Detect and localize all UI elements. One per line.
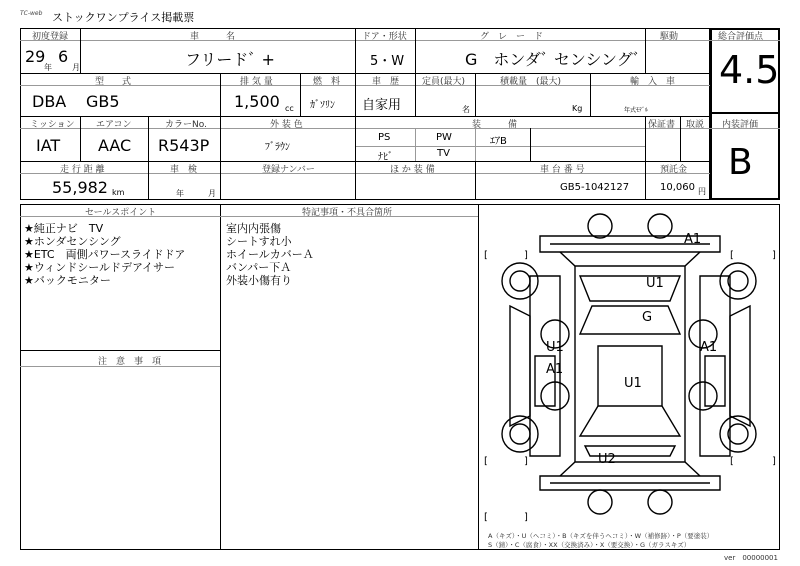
list-item: ★純正ナビ TV <box>24 222 104 235</box>
list-item: 室内内張傷 <box>226 222 281 235</box>
damage-mark-u1-left: U1 <box>546 340 564 355</box>
sales-points-label: セールスポイント <box>85 208 157 218</box>
page-title: ストックワンプライス掲載票 <box>52 11 195 24</box>
overall-label: 総合評価点 <box>718 32 764 42</box>
grade-value: G ホンダﾞ センシングﾞ <box>465 50 641 69</box>
car-name-value: フリードﾞ + <box>185 50 275 69</box>
cc-unit: cc <box>285 104 294 113</box>
year-value: 29 <box>25 47 46 66</box>
bracket-open: [ <box>484 512 488 523</box>
damage-mark-u1-center: U1 <box>624 376 642 391</box>
list-item: ホイールカバーＡ <box>226 248 314 261</box>
yen-unit: 円 <box>698 187 706 196</box>
damage-mark-a1-right: A1 <box>700 340 718 355</box>
other-equipment-label: ほ か 装 備 <box>390 165 435 175</box>
car-name-label: 車 名 <box>190 32 236 42</box>
grade-label: グ レ ー ド <box>480 32 544 42</box>
exterior-label: 外 装 色 <box>270 120 303 130</box>
interior-score: B <box>728 142 753 183</box>
load-label: 積載量 (最大) <box>500 77 562 87</box>
inspection-label: 車 検 <box>170 165 198 175</box>
notes-label: 特記事項・不具合箇所 <box>302 208 393 218</box>
list-item: ★ウィンドシールドデアイサー <box>24 261 175 274</box>
exterior-value: ﾌﾞﾗｳﾝ <box>265 142 290 153</box>
bracket-open: [ <box>730 250 734 261</box>
year-unit: 年 <box>44 63 52 72</box>
displacement-label: 排 気 量 <box>240 77 273 87</box>
equipment-tv: TV <box>437 148 450 159</box>
warranty-label: 保証書 <box>648 120 676 130</box>
deposit-value: 10,060 <box>660 182 695 193</box>
caution-label: 注 意 事 項 <box>98 357 162 367</box>
damage-mark-a1-top: A1 <box>684 232 702 247</box>
bracket-close: ] <box>524 456 528 467</box>
equipment-navi: ﾅﾋﾞ <box>378 152 393 163</box>
displacement-value: 1,500 <box>234 92 280 111</box>
door-type-label: ドア・形状 <box>362 32 407 42</box>
list-item: ★ホンダセンシング <box>24 235 121 248</box>
bracket-open: [ <box>484 250 488 261</box>
bracket-close: ] <box>772 456 776 467</box>
logo-text: TC-web <box>20 10 43 17</box>
door-type-value: 5・W <box>370 54 405 69</box>
list-item: シートすれ小 <box>226 235 292 248</box>
inspection-month-unit: 月 <box>208 189 216 198</box>
capacity-label: 定員(最大) <box>422 77 466 87</box>
damage-mark-a1-left: A1 <box>546 362 564 377</box>
legend-line-2: S（錆）・C（腐食）・XX（交換済み）・X（要交換）・G（ガラスキズ） <box>488 541 691 549</box>
color-no-value: R543P <box>158 136 210 155</box>
sales-points-list <box>24 222 185 287</box>
bracket-close: ] <box>772 250 776 261</box>
model-year-unit: 年式ﾓﾃﾞﾙ <box>624 107 649 114</box>
equipment-airbag: ｴｱB <box>490 136 507 147</box>
list-item: ★バックモニター <box>24 274 111 287</box>
overall-score: 4.5 <box>719 48 780 92</box>
person-unit: 名 <box>462 105 470 114</box>
chassis-label: 車 台 番 号 <box>540 165 585 175</box>
aircon-label: エアコン <box>96 120 132 130</box>
notes-list <box>226 222 314 287</box>
equipment-ps: PS <box>378 132 391 143</box>
damage-mark-u1-top: U1 <box>646 276 664 291</box>
kg-unit: Kg <box>572 104 583 113</box>
list-item: ★ETC 両側パワースライドドア <box>24 248 186 261</box>
damage-mark-g: G <box>642 310 653 325</box>
color-no-label: カラーNo. <box>165 120 207 130</box>
interior-eval-label: 内装評価 <box>722 120 759 130</box>
fuel-value: ｶﾞｿﾘﾝ <box>310 100 335 111</box>
model-value: GB5 <box>86 92 120 111</box>
mileage-value: 55,982 <box>52 178 108 197</box>
deposit-label: 預託金 <box>660 165 688 175</box>
aircon-value: AAC <box>98 136 132 155</box>
bracket-open: [ <box>730 456 734 467</box>
legend-line-1: A（キズ）・U（ヘコミ）・B（キズを伴うヘコミ）・W（補修跡）・P（要塗装） <box>488 532 714 540</box>
bracket-close: ] <box>524 512 528 523</box>
fuel-label: 燃 料 <box>313 77 341 87</box>
mileage-label: 走 行 距 離 <box>60 165 105 175</box>
manual-label: 取説 <box>686 120 705 130</box>
list-item: バンパー下Ａ <box>226 261 292 274</box>
bracket-close: ] <box>524 250 528 261</box>
history-value: 自家用 <box>362 98 402 113</box>
plate-label: 登録ナンバー <box>262 165 315 175</box>
drive-label: 駆動 <box>660 32 679 42</box>
chassis-value: GB5-1042127 <box>560 182 630 193</box>
mission-value: IAT <box>36 136 61 155</box>
month-value: 6 <box>58 47 69 66</box>
list-item: 外装小傷有り <box>226 274 292 287</box>
equipment-pw: PW <box>436 132 452 143</box>
equipment-label: 装 備 <box>472 120 518 130</box>
bracket-open: [ <box>484 456 488 467</box>
model-prefix-value: DBA <box>32 92 67 111</box>
mission-label: ミッション <box>30 120 75 130</box>
history-label: 車 歴 <box>372 77 400 87</box>
first-reg-label: 初度登録 <box>32 32 69 42</box>
model-label: 型 式 <box>95 77 132 87</box>
km-unit: km <box>112 188 125 197</box>
import-label: 輸 入 車 <box>630 77 676 87</box>
logo <box>20 10 42 17</box>
inspection-year-unit: 年 <box>176 189 184 198</box>
damage-mark-u2: U2 <box>598 452 616 467</box>
month-unit: 月 <box>72 63 80 72</box>
version-label: ver 00000001 <box>724 554 778 562</box>
